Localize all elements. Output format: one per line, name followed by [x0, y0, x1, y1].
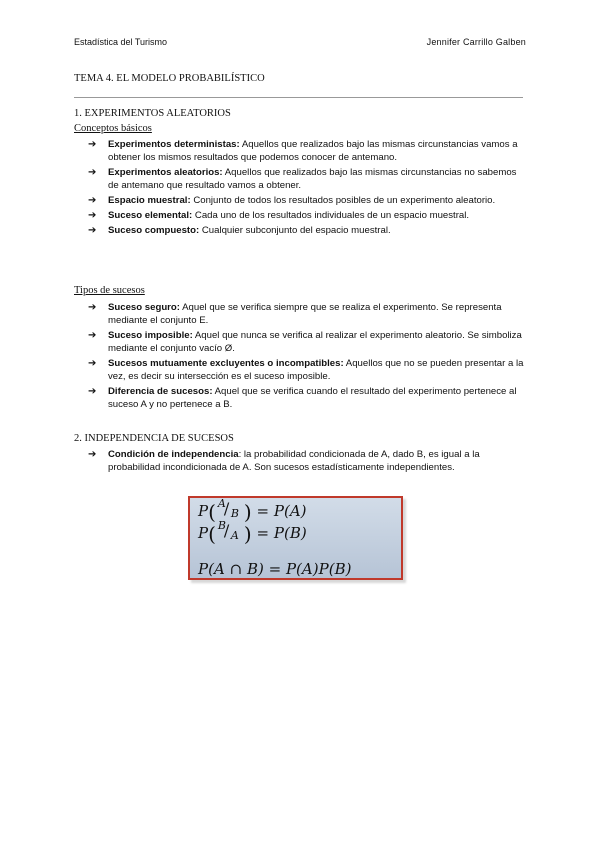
- title-divider: [74, 97, 523, 98]
- page-header: [74, 37, 526, 51]
- formula-line-1: P( A / B ) = P(A): [198, 497, 307, 524]
- subsection-heading-conceptos: Conceptos básicos: [74, 123, 152, 134]
- list-item: ➔ Sucesos mutuamente excluyentes o incompatibles: Aquellos que no se pueden presentar a la vez, es decir su intersección es el suceso imposible.: [88, 358, 524, 382]
- section-heading-2: 2. INDEPENDENCIA DE SUCESOS: [74, 433, 234, 444]
- page-title: TEMA 4. EL MODELO PROBABILÍSTICO: [74, 73, 265, 84]
- header-author: Jennifer Carrillo Galben: [426, 37, 526, 47]
- list-item: ➔ Espacio muestral: Conjunto de todos los resultados posibles de un experimento aleatorio.: [88, 195, 496, 206]
- arrow-icon: ➔: [88, 302, 97, 313]
- list-item: ➔ Experimentos aleatorios: Aquellos que realizados bajo las mismas circunstancias no sabemos de antemano que resultado vamos a obtener.: [88, 167, 517, 191]
- list-item: ➔ Suceso compuesto: Cualquier subconjunto del espacio muestral.: [88, 225, 391, 236]
- arrow-icon: ➔: [88, 139, 97, 150]
- independence-list: [88, 448, 528, 476]
- list-item: ➔ Experimentos deterministas: Aquellos que realizados bajo las mismas circunstancias vamos a obtener los mismos resultados que podemos conocer de antemano.: [88, 139, 518, 163]
- independence-formula: [188, 496, 403, 580]
- event-types-list: [88, 301, 528, 413]
- formula-line-2: P( B / A ) = P(B): [198, 519, 307, 546]
- list-item: ➔ Diferencia de sucesos: Aquel que se verifica cuando el resultado del experimento pertenece al suceso A y no pertenece a B.: [88, 386, 517, 410]
- arrow-icon: ➔: [88, 225, 97, 236]
- arrow-icon: ➔: [88, 210, 97, 221]
- section-heading-1: 1. EXPERIMENTOS ALEATORIOS: [74, 108, 231, 119]
- formula-line-3: P(A ∩ B) = P(A)P(B): [198, 560, 352, 578]
- list-item: ➔ Condición de independencia: la probabilidad condicionada de A, dado B, es igual a la probabilidad incondicionada de A. Son sucesos estadísticamente independientes.: [88, 449, 480, 473]
- header-course: Estadística del Turismo: [74, 37, 168, 47]
- list-item: ➔ Suceso seguro: Aquel que se verifica siempre que se realiza el experimento. Se representa mediante el conjunto E.: [88, 302, 502, 326]
- concept-list: [88, 138, 528, 239]
- subsection-heading-tipos: Tipos de sucesos: [74, 285, 145, 296]
- list-item: ➔ Suceso elemental: Cada uno de los resultados individuales de un espacio muestral.: [88, 210, 470, 221]
- arrow-icon: ➔: [88, 330, 97, 341]
- list-item: ➔ Suceso imposible: Aquel que nunca se verifica al realizar el experimento aleatorio. Se simboliza mediante el conjunto vacío Ø.: [88, 330, 522, 354]
- arrow-icon: ➔: [88, 386, 97, 397]
- arrow-icon: ➔: [88, 449, 97, 460]
- arrow-icon: ➔: [88, 167, 97, 178]
- arrow-icon: ➔: [88, 195, 97, 206]
- arrow-icon: ➔: [88, 358, 97, 369]
